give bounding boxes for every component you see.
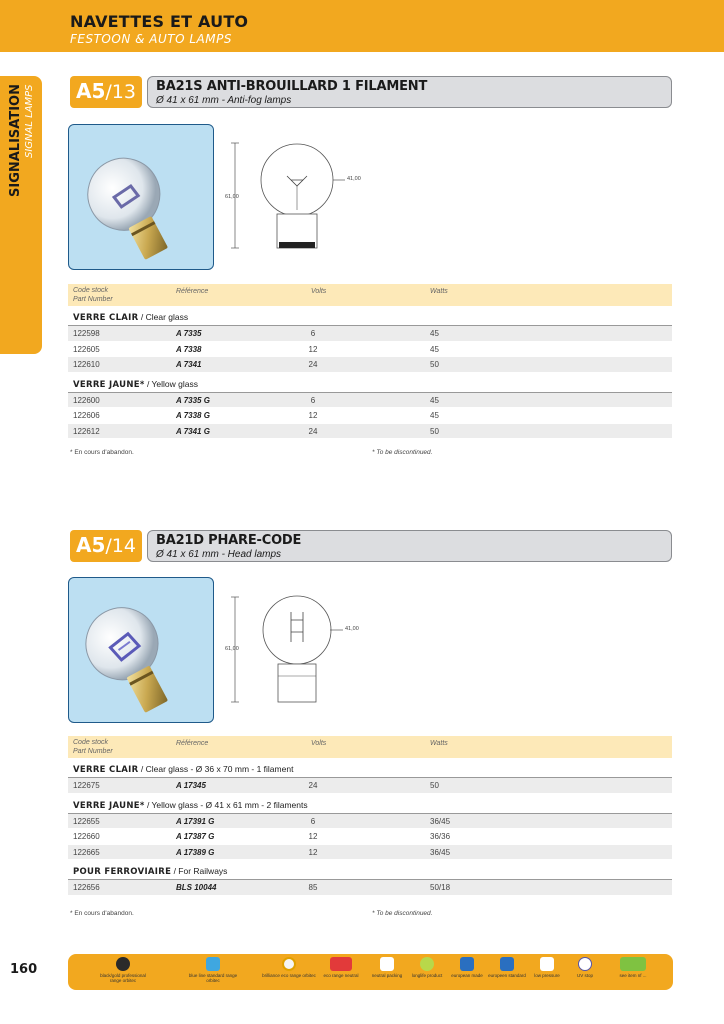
dimension-width: 41,00 [345,626,359,632]
product-photo [68,124,214,270]
column-reference: Référence [176,740,209,747]
section-title: BA21S ANTI-BROUILLARD 1 FILAMENT [156,79,428,94]
blue-line-range-icon [206,957,220,971]
table-row: 122605 A 7338 12 45 [68,342,672,358]
table-row: 122610 A 7341 24 50 [68,357,672,373]
column-watts: Watts [430,740,448,747]
legend-item: black/gold professional range orbitec [96,957,150,983]
footnote-en: * To be discontinued. [372,910,433,917]
table-row: 122675 A 17345 24 50 [68,778,672,794]
dimension-width: 41,00 [347,176,361,182]
table-group-header: POUR FERROVIAIRE / For Railways [68,860,672,880]
legend-item: see item nf ... [606,957,660,978]
product-photo [68,577,214,723]
table-header [68,284,672,306]
header-subtitle: FESTOON & AUTO LAMPS [70,32,232,46]
see-item-icon [620,957,646,971]
table-row: 122665 A 17389 G 12 36/45 [68,845,672,861]
section-subtitle: Ø 41 x 61 mm - Head lamps [156,549,282,560]
legend-item: european made [440,957,494,978]
section-subtitle: Ø 41 x 61 mm - Anti-fog lamps [156,95,292,106]
column-watts: Watts [430,288,448,295]
table-group-header: VERRE JAUNE* / Yellow glass [68,373,672,393]
footnote-fr: * En cours d'abandon. [70,910,134,917]
page-number: 160 [10,962,38,977]
table-row: 122655 A 17391 G 6 36/45 [68,814,672,830]
lamp-dimension-icon [225,138,380,268]
side-tab-subtitle: SIGNAL LAMPS [24,84,35,158]
legend-item: brilliance eco range orbitec [262,957,316,978]
section-badge [70,76,142,108]
section-title-box [147,76,672,108]
badge-prefix: A5 [76,533,106,557]
lamp-photo-icon [69,578,214,723]
technical-drawing [225,592,380,722]
table-group-header: VERRE CLAIR / Clear glass - Ø 36 x 70 mm - 1 filament [68,758,672,778]
dimension-height: 61,00 [225,194,239,200]
footnote-en: * To be discontinued. [372,449,433,456]
technical-drawing [225,138,380,268]
section-title: BA21D PHARE-CODE [156,533,302,548]
product-table [68,284,672,439]
table-row: 122656 BLS 10044 85 50/18 [68,880,672,896]
legend-item: UV stop [558,957,612,978]
footer-legend [68,954,673,990]
lamp-dimension-icon [225,592,380,722]
column-code: Code stock Part Number [73,287,113,303]
badge-number: /14 [105,535,136,557]
side-tab-title: SIGNALISATION [8,84,23,197]
table-group-header: VERRE JAUNE* / Yellow glass - Ø 41 x 61 mm - 2 filaments [68,794,672,814]
low-pressure-icon [540,957,554,971]
longlife-icon [420,957,434,971]
legend-item: low pressure [520,957,574,978]
legend-item: neutral packing [360,957,414,978]
header-title: NAVETTES ET AUTO [70,12,249,31]
table-row: 122612 A 7341 G 24 50 [68,424,672,440]
neutral-packing-icon [380,957,394,971]
table-row: 122660 A 17387 G 12 36/36 [68,829,672,845]
product-table [68,736,672,896]
european-made-icon [460,957,474,971]
legend-item: eco range neutral [314,957,368,978]
column-volts: Volts [311,740,327,747]
black-gold-range-icon [116,957,130,971]
table-row: 122600 A 7335 G 6 45 [68,393,672,409]
section-badge [70,530,142,562]
lamp-photo-icon [69,125,214,270]
brilliance-range-icon [282,957,296,971]
badge-number: /13 [105,81,136,103]
table-row: 122606 A 7338 G 12 45 [68,408,672,424]
footnote-fr: * En cours d'abandon. [70,449,134,456]
eco-range-icon [330,957,352,971]
column-code: Code stock Part Number [73,739,113,755]
side-tab [0,76,42,354]
uv-stop-icon [578,957,592,971]
legend-item: longlife product [400,957,454,978]
legend-item: blue line standard range orbitec [186,957,240,983]
table-group-header: VERRE CLAIR / Clear glass [68,306,672,326]
page-header [0,0,724,52]
european-standard-icon [500,957,514,971]
column-volts: Volts [311,288,327,295]
badge-prefix: A5 [76,79,106,103]
legend-item: europeen standard [480,957,534,978]
table-header [68,736,672,758]
section-title-box [147,530,672,562]
dimension-height: 61,00 [225,646,239,652]
column-reference: Référence [176,288,209,295]
table-row: 122598 A 7335 6 45 [68,326,672,342]
